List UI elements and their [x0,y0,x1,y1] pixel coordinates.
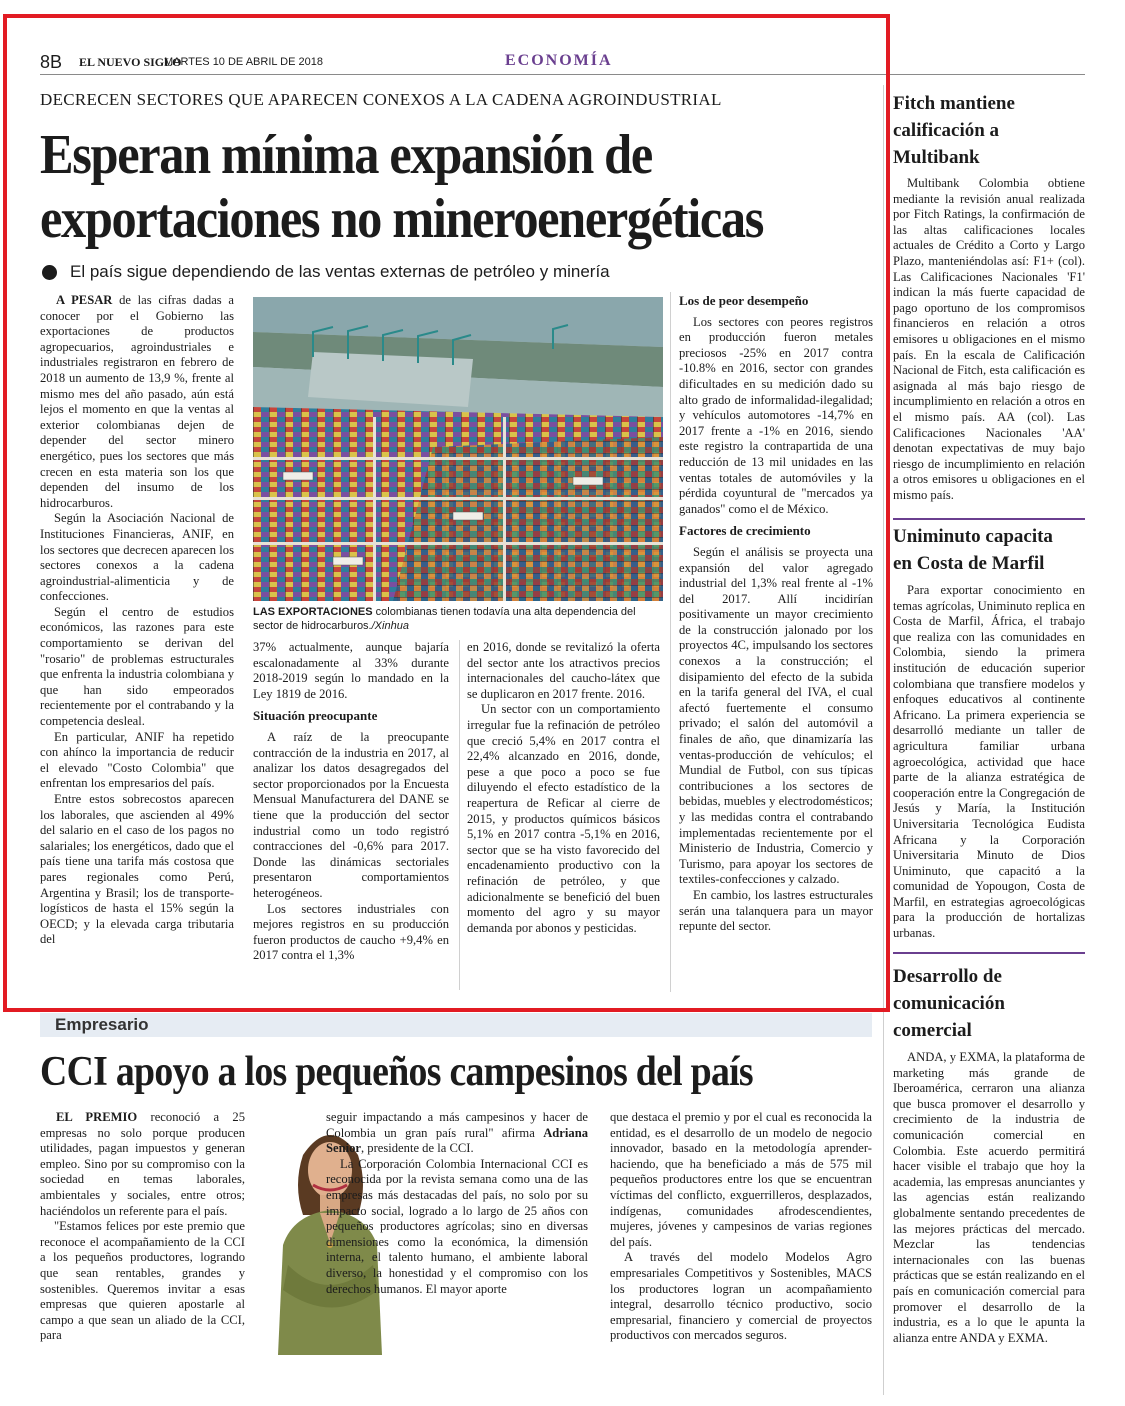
bottom-column-2 [326,1110,588,1297]
sidebar-story-1-title: Fitch mantiene calificación a Multibank [893,93,1015,168]
person-role: , presidente de la CCI. [360,1141,474,1156]
paragraph: Los sectores industriales con mejores registros en su producción fueron productos de caucho +9,4% en 2017 contra el 1,3% [253,901,449,963]
article-column-4 [679,293,873,935]
article-subhead: El país sigue dependiendo de las ventas externas de petróleo y minería [70,262,610,281]
paragraph: de las cifras dadas a conocer por el Gobierno las exportaciones de productos agropecuarios, agroindustriales e industriales registraron en febrero de 2018 un aumento de 13,9 %, frente al mismo mes del año pasado, aún está lejos el momento en que la ventas al exterior colombianas dejen de depender del sector minero energético, pues los sectores que más crecen en esta materia son los que dependen del insumo de los hidrocarburos. [40,293,234,510]
headline-line-1: Esperan mínima expansión de [40,124,652,186]
lead-words: EL PREMIO [56,1110,138,1124]
paragraph: 37% actualmente, aunque bajaría escalonadamente al 33% durante 2018-2019 según lo mandado en la Ley 1819 de 2016. [253,640,449,701]
article-column-3 [467,640,660,936]
paragraph: En cambio, los lastres estructurales serán una talanquera para un mayor repunte del sector. [679,887,873,934]
lead-words: A PESAR [56,293,113,307]
caption-credit: /Xinhua [371,620,409,632]
sidebar-separator [893,952,1085,954]
issue-date: MARTES 10 DE ABRIL DE 2018 [164,56,323,68]
article-headline [40,123,787,251]
paragraph: Según el análisis se proyecta una expansión del valor agregado industrial del 1,3% real frente al -1% del 2017. Allí incidirían positivamente un mayor crecimiento de la construcción jalonado por los proyectos 4C, impulsando los sectores conexos a la construcción; el disipamiento del efecto de la subida en la tarifa general del IVA, el cual afectó fuertemente el consumo privado; el salón del automóvil a finales de año, que dinamizaría las ventas-producción de vehículos; el Mundial de Futbol, con sus típicas contribuciones a los sectores de bebidas, muebles y electrodomésticos; y las medidas contra el contrabando implementadas recientemente por el Ministerio de Industria, Comercio y Turismo, para apoyar los sectores de textiles-confecciones y calzado. [679,544,873,887]
paragraph: Multibank Colombia obtiene mediante la revisión anual realizada por Fitch Ratings, la confirmación de las altas calificaciones locales actuales de Crédito a Corto y Largo Plazo, manteniéndolas así: F1+ (col). Las Calificaciones Nacionales 'F1' indican la más fuerte capacidad de pago oportuno de los compromisos financieros en relación a otros emisores u obligaciones en el mismo país. En la escala de Calificación Nacional de Fitch, esta calificación es asignada al más bajo riesgo de incumplimiento en relación a otros en el mismo país. AA (col). Las Calificaciones Nacionales 'AA' denotan expectativas de muy bajo riesgo de incumplimiento en relación a otros emisores u obligaciones en el mismo país. [893,176,1085,502]
person-name: Adriana Senior [326,1125,588,1156]
sidebar-story-3-title: Desarrollo de comunicación comercial [893,966,1005,1041]
paragraph: La Corporación Colombia Internacional CCI es reconocida por la revista semana como una de las empresas más destacadas del país, no solo por su impacto social, logrado a lo largo de 25 años con pequeños productores agrícolas; sino en diversas dimensiones como la económica, la dimensión interna, el talento humano, el ambiente laboral diverso, la honestidad y el compromiso con los derechos humanos. El mayor aporte [326,1156,588,1296]
sidebar-story-1-text [893,176,1085,503]
subheading: Situación preocupante [253,708,378,724]
page-number: 8B [40,52,63,72]
subheading: Los de peor desempeño [679,293,809,308]
container-port-image [253,297,663,601]
paragraph: reconoció a 25 empresas no solo porque producen utilidades, pagan impuestos y generan empleo. Sino por su compromiso con la sociedad en temas laborales, ambientales y sociales, entre otros; haciéndolos un referente para el país. [40,1110,245,1218]
column-divider [459,640,460,990]
paragraph: En particular, ANIF ha repetido con ahínco la importancia de reducir el elevado "Costo Colombia" que enfrentan los empresarios del país. [40,729,234,791]
paragraph: que destaca el premio y por el cual es reconocida la entidad, es el desarrollo de un modelo de negocio innovador, basado en la metodología aprender-haciendo, que ha beneficiado a más de 575 mil pequeños productores entre los que se encuentran víctimas del conflicto, exguerrilleros, desplazados, indígenas, comunidades afrodescendientes, mujeres, jóvenes y campesinos de varias regiones del país. [610,1110,872,1249]
bottom-column-1 [40,1110,245,1344]
paragraph: A raíz de la preocupante contracción de la industria en 2017, al analizar los datos desagregados del sector proporcionados por la Encuesta Mensual Manufacturera del DANE se tiene que la producción del sector industrial como un todo registró contracciones del -0,6% para 2017. Donde las dinámicas sectoriales presentaron comportamientos heterogéneos. [253,729,449,900]
column-divider [670,292,671,992]
paragraph: "Estamos felices por este premio que reconoce el acompañamiento de la CCI a los pequeños productores, logrando que sean rentables, grandes y sostenibles. Queremos invitar a esas empresas que quieren apostarle al campo a que sean un aliado de la CCI, para [40,1219,245,1343]
paragraph: Según la Asociación Nacional de Instituciones Financieras, ANIF, en los sectores que decrecen aparecen los sectores conexos a la cadena agroindustrial-alimenticia y de confecciones. [40,511,234,604]
header-divider [40,74,1085,75]
bottom-headline: CCI apoyo a los pequeños campesinos del país [40,1049,753,1095]
section-band [40,1013,872,1037]
section-title: ECONOMÍA [505,52,613,69]
sidebar-story-2-text [893,583,1085,942]
article-kicker: DECRECEN SECTORES QUE APARECEN CONEXOS A LA CADENA AGROINDUSTRIAL [40,90,722,109]
subheading: Factores de crecimiento [679,523,811,539]
paragraph: A través del modelo Modelos Agro empresariales Competitivos y Sostenibles, MACS los productores logran un acompañamiento integral, desarrollo técnico productivo, socio empresarial, financiero y comercial de proyectos productivos con mercados seguros. [610,1250,872,1343]
paragraph: Un sector con un comportamiento irregular fue la refinación de petróleo que creció 5,4% en 2017 contra el 22,4% alcanzado en 2016, donde, pese a que poco a poco se fue diluyendo el efecto estadístico de la reapertura de Reficar al cierre de 2015, y productos químicos básicos 5,1% en 2017 contra -5,1% en 2016, sector que se ha visto favorecido del encadenamiento productivo con la refinación de petróleo, y que adicionalmente se benefició del buen momento del agro y su mayor demanda por abonos y pesticidas. [467,702,660,935]
sidebar-story-2-title: Uniminuto capacita en Costa de Marfil [893,526,1053,574]
paragraph: Los sectores con peores registros en producción fueron metales preciosos -25% en 2017 contra -10.8% en 2016, sector con grandes dificultades en su medición dado su alto grado de informalidad-ilegalidad; y vehículos automotores -14,7% en 2017 frente a -1% en 2016, siendo este registro la contrapartida de una reducción de 13 mil unidades en las ventas totales de automóviles y la pérdida coyuntural de "mercados ya ganados" como el de México. [679,314,873,516]
paragraph: ANDA, y EXMA, la plataforma de marketing más grande de Iberoamérica, cerraron una alianza que busca promover el desarrollo y crecimiento de la industria de comunicación comercial en Colombia. Este acuerdo permitirá hacer visible el trabajo que hoy la academia, las empresas anunciantes y las agencias están realizando globalmente sentando precedentes de las mejores prácticas del mercado. Mezclar las tendencias internacionales con las buenas prácticas que se están realizando en el país en comunicación comercial para promover el desarrollo de la industria, es a lo que le apunta la alianza entre ANDA y EXMA. [893,1050,1085,1345]
bottom-column-3 [610,1110,872,1344]
photo-caption [253,605,663,633]
sidebar-story-3-text [893,1050,1085,1346]
sidebar-separator [893,518,1085,520]
paragraph: Entre estos sobrecostos aparecen los laborales, que ascienden al 49% del salario en el caso de los pagos no salariales; los energéticos, dado que el país tiene una tarifa más costosa que pares regionales como Perú, Argentina y Brasil; los de transporte-logísticos de hasta el 15% según la OECD; y la elevada carga tributaria del [40,792,234,947]
article-column-2 [253,640,449,964]
paragraph: Para exportar conocimiento en temas agrícolas, Uniminuto replica en Costa de Marfil, África, el trabajo que realiza con las comunidades en Colombia, siendo la primera institución de educación superior colombiana que transfiere modelos y enfoques educativos al continente Africano. La primera experiencia se desarrolló mediante un taller de agricultura familiar urbana agroecológica, actividad que hace parte de la alianza estratégica de cooperación entre la Congregación de Jesús y María, la Institución Universitaria Tecnológica Eudista Africana y la Corporación Universitaria Minuto de Dios Uniminuto, que capacitó a la comunidad de Yopougon, Costa de Marfil, en estrategias agroecológicas para la producción de hortalizas urbanas. [893,583,1085,941]
port-container-photo [253,297,663,601]
sidebar-divider [883,85,884,1395]
article-column-1 [40,293,234,948]
caption-text: colombianas tienen todavía una alta dependencia del sector de hidrocarburos. [253,606,636,632]
section-band-label: Empresario [55,1015,149,1034]
caption-lead: LAS EXPORTACIONES [253,606,373,618]
paragraph: seguir impactando a más campesinos y hacer de Colombia un gran país rural" afirma [326,1110,588,1140]
headline-line-2: exportaciones no mineroenergéticas [40,188,763,250]
newspaper-name: EL NUEVO SIGLO [79,55,182,69]
bullet-icon [42,265,57,280]
paragraph: en 2016, donde se revitalizó la oferta del sector ante los atractivos precios internacionales del caucho-látex que se duplicaron en 2017 frente. 2016. [467,640,660,701]
paragraph: Según el centro de estudios económicos, las razones para este comportamiento se derivan del "rosario" de problemas estructurales que enfrenta la industria colombiana y que han sido empeorados recientemente por el contrabando y la competencia desleal. [40,604,234,729]
